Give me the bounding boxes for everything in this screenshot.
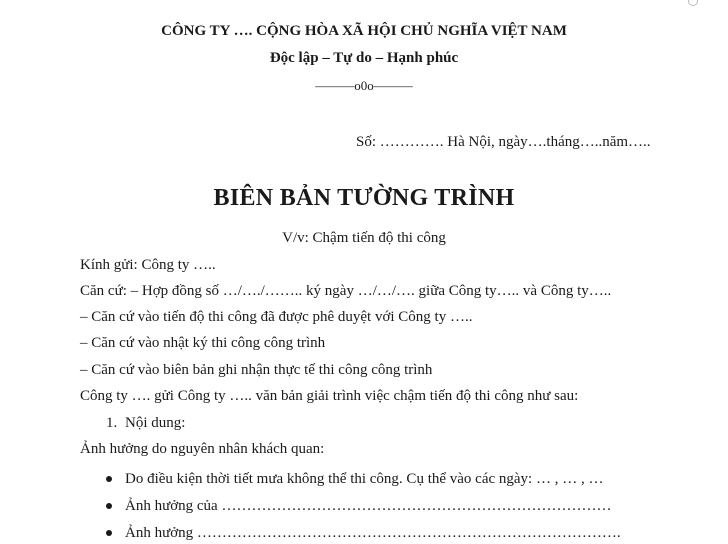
document-title: BIÊN BẢN TƯỜNG TRÌNH [213,185,515,211]
section-title: Nội dung: [125,415,186,431]
bullet-dot [106,503,112,509]
objective-heading: Ảnh hưởng do nguyên nhân khách quan: [80,441,325,457]
header-motto: Độc lập – Tự do – Hạnh phúc [269,50,459,66]
intro-line: Công ty …. gửi Công ty ….. văn bản giải trình việc chậm tiến độ thi công như sau: [80,388,579,404]
bullet-dot [106,476,112,482]
header-separator: ———o0o——— [315,78,413,93]
document-number-date: Số: …………. Hà Nội, ngày….tháng…..năm….. [356,134,651,150]
section-number: 1. [106,415,118,431]
basis-item-log: – Căn cứ vào nhật ký thi công công trình [80,335,326,351]
bullet-dot [106,530,112,536]
document-subject: V/v: Chậm tiến độ thi công [282,230,446,246]
basis-item-record: – Căn cứ vào biên bản ghi nhận thực tế thi công công trình [80,362,433,378]
basis-contract-line: Căn cứ: – Hợp đồng số …/…./…….. ký ngày …/…/…. giữa Công ty….. và Công ty….. [80,283,612,299]
recipient-line: Kính gửi: Công ty ….. [80,257,216,273]
bullet-influence-of: Ảnh hưởng của …………………………………………………………………… [125,498,612,514]
basis-item-schedule: – Căn cứ vào tiến độ thi công đã được phê duyệt với Công ty ….. [80,309,473,325]
page-corner-mark [688,0,698,6]
bullet-influence: Ảnh hưởng …………………………………………………………………………. [125,525,621,541]
bullet-weather: Do điều kiện thời tiết mưa không thể thi công. Cụ thể vào các ngày: … , … , … [125,471,604,487]
header-company-republic: CÔNG TY …. CỘNG HÒA XÃ HỘI CHỦ NGHĨA VIỆT NAM [161,23,567,39]
